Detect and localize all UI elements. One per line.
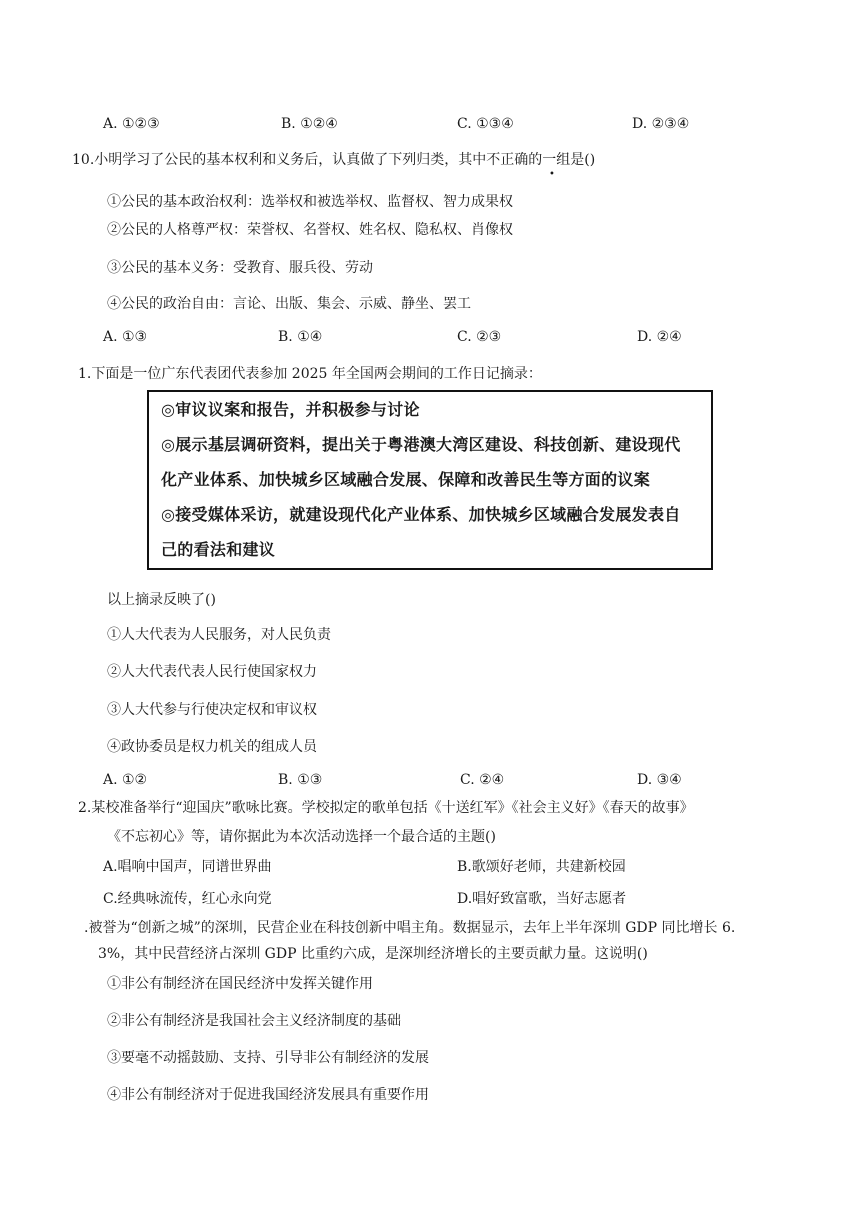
q9-option-c: C. ①③④ [457,116,514,132]
q10-item-2: ②公民的人格尊严权：荣誉权、名誉权、姓名权、隐私权、肖像权 [107,222,513,238]
diary-line-2: ◎展示基层调研资料，提出关于粤港澳大湾区建设、科技创新、建设现代 [161,435,681,454]
q11-question: 以上摘录反映了() [107,592,216,608]
diary-line-1: ◎审议议案和报告，并积极参与讨论 [161,400,420,419]
q10-option-b: B. ①④ [278,329,323,345]
q12-option-d: D.唱好致富歌，当好志愿者 [457,891,627,907]
q10-item-1: ①公民的基本政治权利：选举权和被选举权、监督权、智力成果权 [107,194,513,210]
q11-item-3: ③人大代参与行使决定权和审议权 [107,702,317,718]
q10-stem: 10.小明学习了公民的基本权利和义务后，认真做了下列归类，其中不正确的一组是() [72,152,596,168]
q13-item-4: ④非公有制经济对于促进我国经济发展具有重要作用 [107,1087,429,1103]
q13-item-3: ③要毫不动摇鼓励、支持、引导非公有制经济的发展 [107,1050,429,1066]
q9-option-a: A. ①②③ [103,116,160,132]
q12-option-a: A.唱响中国声，同谱世界曲 [103,859,272,875]
q11-item-4: ④政协委员是权力机关的组成人员 [107,739,317,755]
q10-item-4: ④公民的政治自由：言论、出版、集会、示威、静坐、罢工 [107,296,471,312]
q13-item-2: ②非公有制经济是我国社会主义经济制度的基础 [107,1013,401,1029]
q12-option-c: C.经典咏流传，红心永向党 [103,891,272,907]
q10-option-a: A. ①③ [103,329,148,345]
q11-option-d: D. ③④ [637,772,682,788]
q12-stem-line-2: 《不忘初心》等，请你据此为本次活动选择一个最合适的主题() [107,829,496,845]
q9-option-b: B. ①②④ [281,116,338,132]
diary-line-4: ◎接受媒体采访，就建设现代化产业体系、加快城乡区域融合发展发表自 [161,505,681,524]
q10-item-3: ③公民的基本义务：受教育、服兵役、劳动 [107,260,373,276]
q11-item-1: ①人大代表为人民服务，对人民负责 [107,627,331,643]
q13-stem-line-1: .被誉为“创新之城”的深圳，民营企业在科技创新中唱主角。数据显示，去年上半年深圳 GDP 同比增长 6. [84,920,736,936]
q10-option-d: D. ②④ [637,329,682,345]
q11-option-c: C. ②④ [460,772,505,788]
q11-option-b: B. ①③ [278,772,323,788]
diary-line-5: 己的看法和建议 [161,540,276,559]
q11-item-2: ②人大代表代表人民行使国家权力 [107,664,317,680]
diary-line-3: 化产业体系、加快城乡区域融合发展、保障和改善民生等方面的议案 [161,470,651,489]
q9-option-d: D. ②③④ [632,116,690,132]
diary-excerpt-box [147,390,713,570]
q12-stem-line-1: 2.某校准备举行“迎国庆”歌咏比赛。学校拟定的歌单包括《十送红军》《社会主义好》《春天的故事》 [78,800,694,816]
q11-option-a: A. ①② [103,772,148,788]
emphasis-dot: • [549,169,555,180]
q11-stem: 1.下面是一位广东代表团代表参加 2025 年全国两会期间的工作日记摘录： [78,366,542,382]
q13-stem-line-2: 3%，其中民营经济占深圳 GDP 比重约六成，是深圳经济增长的主要贡献力量。这说明() [98,946,648,962]
q13-item-1: ①非公有制经济在国民经济中发挥关键作用 [107,976,373,992]
q12-option-b: B.歌颂好老师，共建新校园 [457,859,626,875]
q10-option-c: C. ②③ [457,329,502,345]
